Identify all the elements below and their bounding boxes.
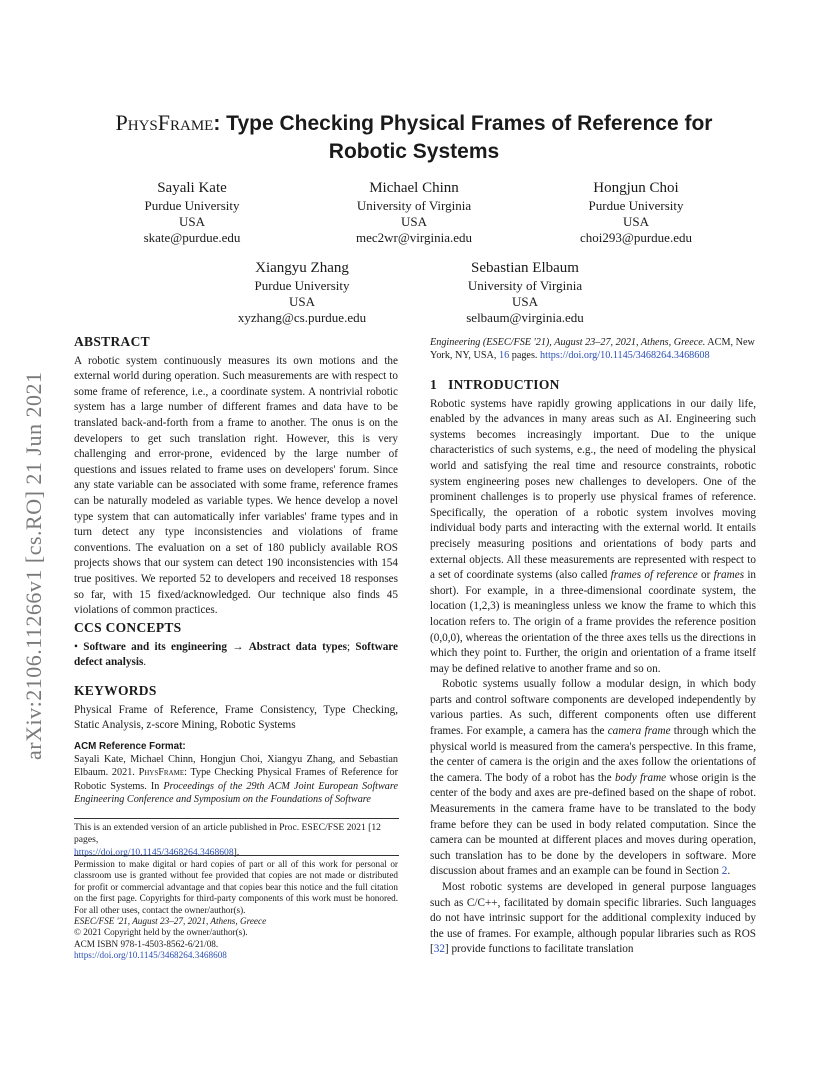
acm-reference-venue-cont: Engineering (ESEC/FSE '21), August 23–27, 2021, Athens, Greece. — [430, 337, 706, 348]
citation-link[interactable]: 32 — [433, 943, 445, 956]
acm-reference-heading: ACM Reference Format: — [74, 741, 186, 752]
intro-paragraph — [430, 677, 756, 880]
ccs-item: Abstract data types — [248, 640, 347, 653]
keywords-heading: KEYWORDS — [74, 683, 157, 698]
intro-text: or — [701, 569, 711, 582]
author-affiliation: Purdue University — [588, 198, 684, 213]
acm-reference-pages: pages. — [511, 350, 538, 362]
author-country: USA — [400, 214, 427, 229]
acm-reference-authors: Sayali Kate, Michael Chinn, Hongjun Choi, Xiangyu Zhang, and Sebastian Elbaum. 2021. — [74, 754, 398, 779]
conference-info: ESEC/FSE '21, August 23–27, 2021, Athens, Greece — [74, 916, 267, 927]
author-affiliation: University of Virginia — [356, 198, 472, 213]
permission-block — [74, 859, 398, 962]
author-email[interactable]: mec2wr@virginia.edu — [355, 230, 473, 245]
ccs-bullet: • — [74, 640, 78, 653]
intro-text: through which the physical world is measured from the camera's perspective. In this frame, the center of camera is the origin and the axes follow the orientations of the camera. The body of a robot has the — [430, 725, 756, 784]
intro-emphasis: body frame — [614, 771, 667, 784]
ccs-end: . — [143, 656, 147, 669]
intro-text: Robotic systems have rapidly growing applications in our daily life, enabled by the advances in many areas such as AI. Engineering such systems becomes increasingly important. Due to the unique characteristics of such systems, e.g., the need of modeling the physical world and satisfying the real time and resource constraints, robotic system engineering poses new challenges to developers. One of the prominent challenges is to properly use physical frames of reference. Specifically, the operation of a robotic system involves moving individual body parts and interacting with the external world. It entails precisely measuring positions and orientations of body parts and external objects. All these measurements are represented with respect to a set of coordinate systems (also called — [430, 397, 756, 582]
author-email[interactable]: selbaum@virginia.edu — [466, 310, 584, 325]
author-block — [314, 178, 514, 246]
title-line2: Robotic Systems — [328, 140, 500, 163]
intro-paragraph — [430, 880, 756, 958]
author-name: Michael Chinn — [369, 180, 459, 196]
intro-text: whose origin is the center of the body and axes are pre-defined based on the shape of robot. Measurements in the camera frame have to be translated to the body frame before they can be used in body related computation. Since the camera can be mounted at different places and moves during operation, such translation has to be done by the developers in software. More discussion about frames and an example can be found in Section — [430, 771, 756, 878]
footnote-end: ]. — [233, 846, 240, 858]
arxiv-sidebar — [21, 290, 46, 760]
abstract-section — [74, 334, 398, 619]
ccs-text — [74, 640, 398, 671]
acm-reference-title: : Type Checking Physical Frames of Reference for Robotic Systems. In — [74, 767, 399, 792]
copyright-text: © 2021 Copyright held by the owner/author(s). — [74, 927, 248, 938]
intro-text: Most robotic systems are developed in general purpose languages such as C/C++, facilitated by domain specific libraries. Such languages do not have intrinsic support for the additional complexity induced by the use of frames. For example, although popular libraries such as ROS [ — [430, 881, 756, 956]
author-email[interactable]: skate@purdue.edu — [143, 230, 241, 245]
title-line1-rest: : Type Checking Physical Frames of Reference for — [213, 112, 713, 135]
footnote-doi-link[interactable]: https://doi.org/10.1145/3468264.3468608 — [74, 846, 234, 858]
author-block — [425, 258, 625, 326]
author-affiliation: Purdue University — [254, 278, 350, 293]
intro-emphasis: frames — [713, 569, 745, 582]
intro-paragraph — [430, 397, 756, 678]
ccs-heading: CCS CONCEPTS — [74, 620, 182, 635]
acm-reference-venue: Proceedings of the 29th ACM Joint European Software Engineering Conference and Symposium on the Foundations of Software — [74, 780, 399, 805]
author-block — [536, 178, 736, 246]
intro-text: ] provide functions to facilitate translation — [444, 943, 634, 956]
keywords-text: Physical Frame of Reference, Frame Consistency, Type Checking, Static Analysis, z-score Mining, Robotic Systems — [74, 703, 398, 732]
author-country: USA — [178, 214, 205, 229]
introduction-section — [430, 377, 756, 958]
ccs-concepts-section — [74, 620, 398, 671]
paper-title — [74, 109, 754, 166]
ccs-arrow: → — [232, 640, 244, 653]
author-name: Xiangyu Zhang — [255, 260, 349, 276]
acm-reference-pages-link[interactable]: 16 — [498, 350, 510, 362]
footnote-divider — [74, 855, 399, 856]
ccs-separator: ; — [346, 640, 351, 653]
abstract-heading: ABSTRACT — [74, 334, 150, 349]
ccs-item: Software defect analysis — [74, 640, 399, 669]
footnote-divider — [74, 818, 399, 819]
author-block — [92, 178, 292, 246]
keywords-section — [74, 683, 398, 734]
acm-reference-doi-link[interactable]: https://doi.org/10.1145/3468264.3468608 — [540, 350, 710, 362]
footnote-text: This is an extended version of an article published in Proc. ESEC/FSE 2021 [12 pages, — [74, 822, 381, 846]
intro-text: . — [727, 865, 731, 878]
introduction-heading: 1 INTRODUCTION — [430, 377, 560, 392]
title-system-name: PhysFrame — [115, 110, 214, 135]
section-ref-link[interactable]: 2 — [721, 865, 728, 878]
acm-reference-section — [74, 740, 398, 806]
author-name: Sebastian Elbaum — [471, 260, 579, 276]
author-country: USA — [511, 294, 538, 309]
author-country: USA — [288, 294, 315, 309]
isbn-text: ACM ISBN 978-1-4503-8562-6/21/08. — [74, 938, 219, 949]
acm-reference-continued — [430, 336, 756, 362]
author-affiliation: Purdue University — [144, 198, 240, 213]
intro-emphasis: camera frame — [607, 725, 671, 738]
footnote-extended-version — [74, 822, 398, 859]
intro-text: in short). For example, in a three-dimensional coordinate system, the location (1,2,3) is meaningless unless we know the frame to which this location refers to. The origin of a frame provides the reference position (0,0,0), whereas the orientation of the three axes tells us the directions in which they point to. Further, the origin and orientation of a frame itself may be defined relative to another frame and so on. — [430, 569, 757, 675]
intro-text: Robotic systems usually follow a modular design, in which body parts and control software components are developed independently by various parties. As such, different components often use different frames. For example, a camera has the — [430, 678, 756, 738]
author-block — [202, 258, 402, 326]
ccs-item: Software and its engineering — [83, 640, 227, 653]
doi-link[interactable]: https://doi.org/10.1145/3468264.3468608 — [74, 950, 227, 961]
acm-reference-publisher: ACM, New York, NY, USA, — [430, 337, 755, 362]
acm-reference-system: PhysFrame — [138, 767, 185, 779]
intro-emphasis: frames of reference — [610, 569, 698, 582]
permission-text: Permission to make digital or hard copies of part or all of this work for personal or classroom use is granted without fee provided that copies are not made or distributed for profit or commercial advantage and that copies bear this notice and the full citation on the first page. Copyrights for third-party components of this work must be honored. For all other uses, contact the owner/author(s). — [74, 859, 398, 915]
acm-reference-text — [74, 753, 398, 806]
author-email[interactable]: xyzhang@cs.purdue.edu — [237, 310, 367, 325]
author-name: Hongjun Choi — [593, 180, 679, 196]
author-name: Sayali Kate — [157, 180, 227, 196]
author-country: USA — [622, 214, 649, 229]
abstract-text: A robotic system continuously measures its own motions and the external world during operation. Such measurements are with respect to some frame of reference, i.e., a coordinate system. A nontrivial robotic system has a large number of different frames and data have to be translated back-and-forth from a frame to another. The onus is on the developers to get such translation right. However, this is very challenging and error-prone, evidenced by the large number of questions and issues related to frame uses on developers' forum. Since any state variable can be associated with some frame, reference frames can be naturally modeled as variable types. We hence develop a novel type system that can automatically infer variables' frame types and in turn detect any type inconsistencies and violations of frame conventions. The evaluation on a set of 180 publicly available ROS projects shows that our system can detect 190 inconsistencies with 154 true positives. We reported 52 to developers and received 18 responses so far, with 15 fixed/acknowledged. Our technique also finds 45 violations of common practices. — [74, 354, 398, 617]
arxiv-identifier[interactable]: arXiv:2106.11266v1 [cs.RO] 21 Jun 2021 — [21, 371, 46, 760]
author-affiliation: University of Virginia — [467, 278, 583, 293]
author-email[interactable]: choi293@purdue.edu — [580, 230, 692, 245]
